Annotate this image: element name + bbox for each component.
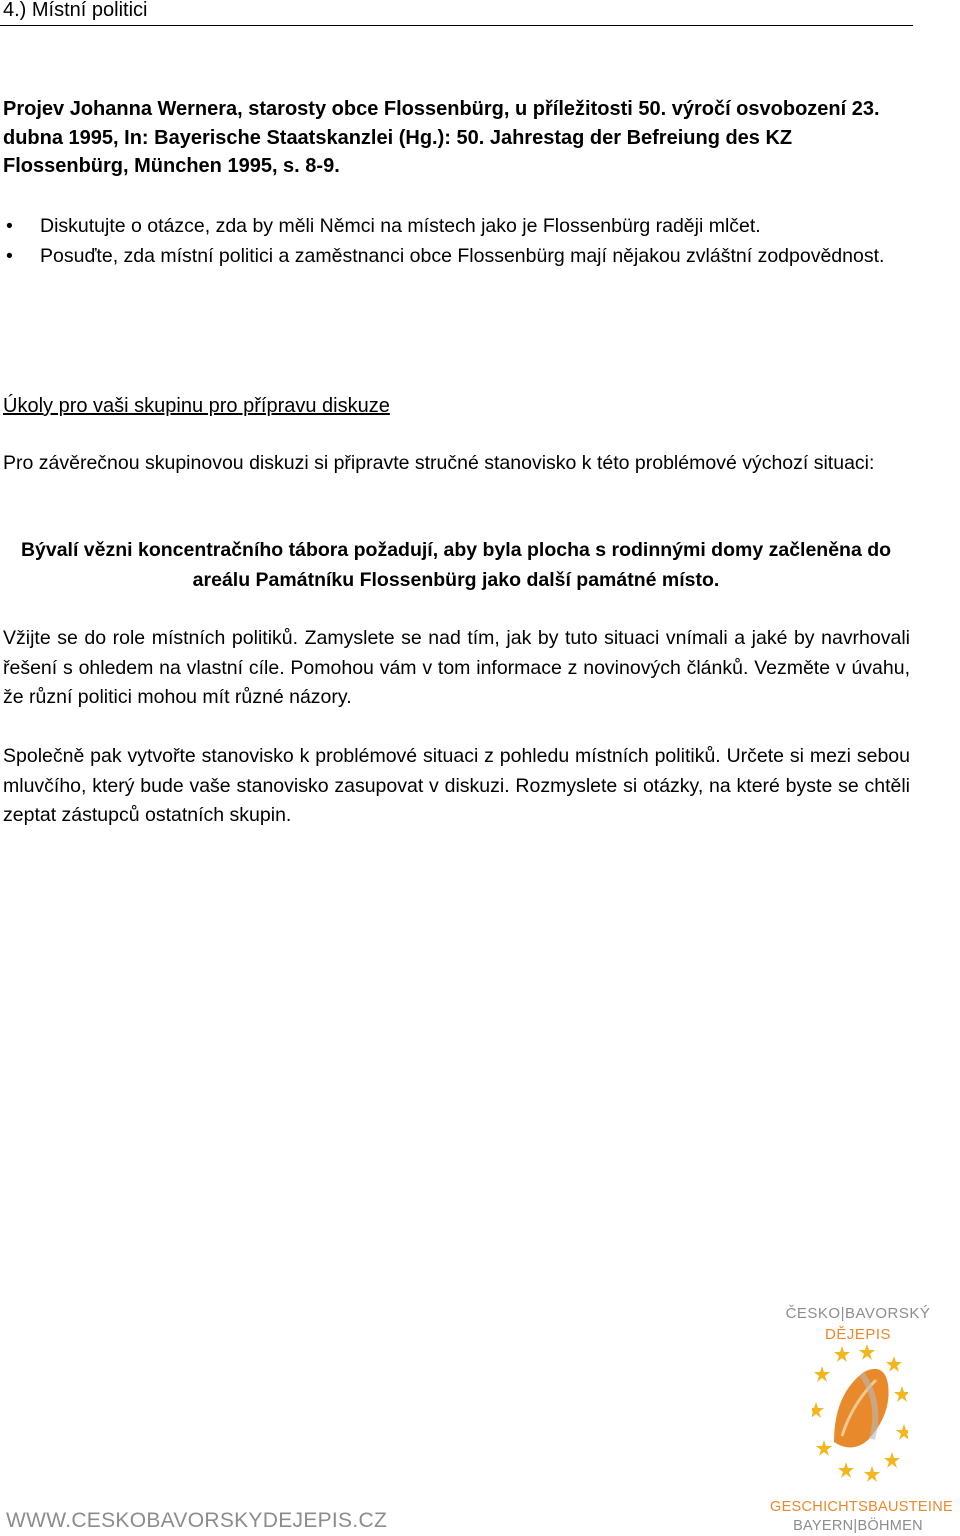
logo-text-bayern-bohmen: BAYERN|BÖHMEN [793, 1518, 923, 1534]
role-paragraph: Vžijte se do role místních politiků. Zamyslete se nad tím, jak by tuto situaci vnímali a jaké by navrhovali řešení s ohledem na vlastní cíle. Pomohou vám v tom informace z novinových článků. Vezměte v úvahu, že různí politici mohou mít různé názory. [3, 627, 910, 708]
stars-feather-icon [812, 1344, 908, 1494]
logo-text-top: ČESKO|BAVORSKÝ [785, 1305, 931, 1322]
list-item [0, 242, 900, 272]
bullet-icon: • [6, 244, 13, 267]
joint-statement-paragraph: Společně pak vytvořte stanovisko k problémové situaci z pohledu místních politiků. Určete si mezi sebou mluvčího, který bude vaše stanovisko zasupovat v diskuzi. Rozmyslete si otázky, na které byste se chtěli zeptat zástupců ostatních skupin. [3, 745, 910, 826]
list-item [0, 212, 900, 242]
logo-text-dejepis: DĚJEPIS [824, 1326, 892, 1343]
cesko-bavorsky-dejepis-logo [770, 1302, 953, 1536]
page-title: 4.) Místní politici [3, 0, 148, 21]
logo-text-geschichtsbausteine: GESCHICHTSBAUSTEINE [770, 1499, 953, 1515]
tasks-intro-paragraph: Pro závěrečnou skupinovou diskuzi si připravte stručné stanovisko k této problémové výchozí situaci: [3, 452, 875, 474]
bullet-icon: • [6, 215, 13, 237]
scenario-statement: Bývalí vězni koncentračního tábora požadují, aby byla plocha s rodinnými domy začleněna do areálu Památníku Flossenbürg jako další památné místo. [20, 539, 892, 591]
discussion-questions [0, 212, 900, 271]
footer-website-url: WWW.CESKOBAVORSKYDEJEPIS.CZ [6, 1509, 388, 1532]
list-item-text: Diskutujte o otázce, zda by měli Němci na místech jako je Flossenbürg raději mlčet. [40, 215, 761, 237]
header-divider [0, 25, 913, 26]
section-heading: Úkoly pro vaši skupinu pro přípravu diskuze [3, 395, 390, 417]
list-item-text: Posuďte, zda místní politici a zaměstnanci obce Flossenbürg mají nějakou zvláštní zodpovědnost. [40, 244, 885, 267]
source-citation: Projev Johanna Wernera, starosty obce Flossenbürg, u příležitosti 50. výročí osvobození 23. dubna 1995, In: Bayerische Staatskanzlei (Hg.): 50. Jahrestag der Befreiung des KZ Flossenbürg, München 1995, s. 8-9. [3, 98, 880, 177]
